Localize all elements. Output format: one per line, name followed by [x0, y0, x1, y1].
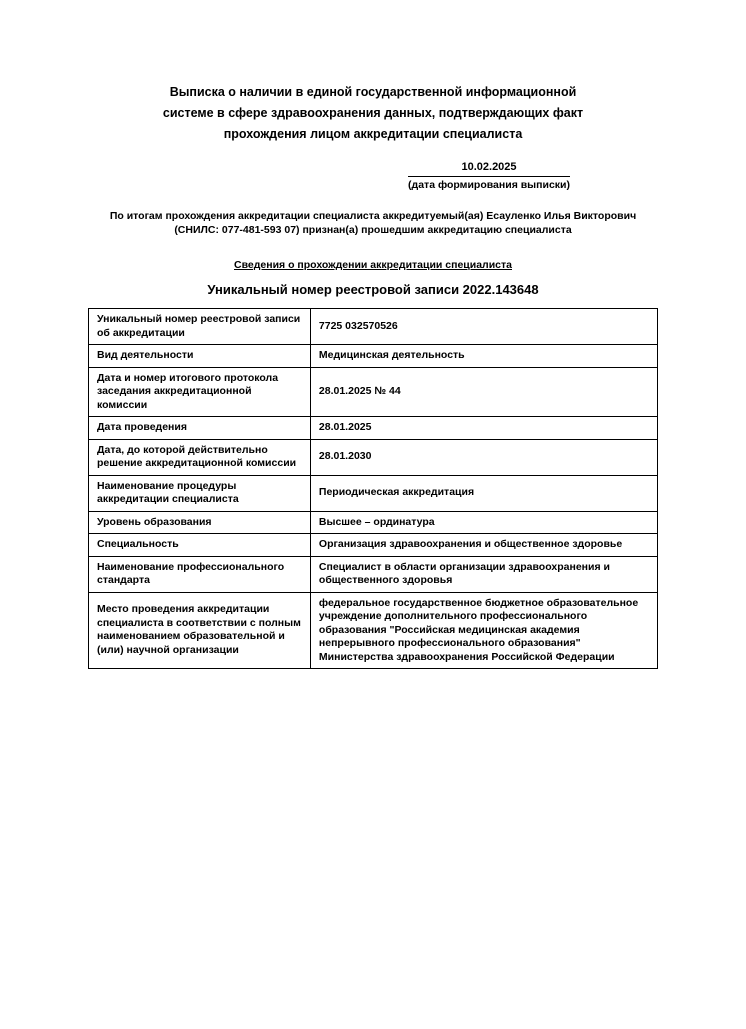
title-line-3: прохождения лицом аккредитации специалиста — [223, 127, 523, 141]
extract-date-block — [408, 160, 570, 192]
row-label: Вид деятельности — [89, 345, 311, 368]
row-value: федеральное государственное бюджетное образовательное учреждение дополнительного профессионального образования "Российская медицинская академия непрерывного профессионального образования" Министерства здравоохранения Российской Федерации — [310, 592, 657, 669]
table-row-accreditation-place — [89, 592, 658, 669]
title-line-2: системе в сфере здравоохранения данных, подтверждающих факт — [162, 106, 584, 120]
table-row-education-level — [89, 511, 658, 534]
row-value: Специалист в области организации здравоохранения и общественного здоровья — [310, 556, 657, 592]
row-label: Уникальный номер реестровой записи об аккредитации — [89, 309, 311, 345]
row-label: Дата проведения — [89, 417, 311, 440]
extract-date: 10.02.2025 — [408, 160, 570, 177]
extract-date-caption: (дата формирования выписки) — [408, 179, 570, 191]
row-value: 7725 032570526 — [310, 309, 657, 345]
registry-number-header: Уникальный номер реестровой записи 2022.143648 — [207, 282, 539, 297]
intro-paragraph: По итогам прохождения аккредитации специалиста аккредитуемый(ая) Есауленко Илья Викторович (СНИЛС: 077-481-593 07) признан(а) прошедшим аккредитацию специалиста — [109, 210, 637, 236]
row-label: Дата, до которой действительно решение аккредитационной комиссии — [89, 439, 311, 475]
row-value: Высшее – ординатура — [310, 511, 657, 534]
row-label: Уровень образования — [89, 511, 311, 534]
table-row-registry-number — [89, 309, 658, 345]
section-header: Сведения о прохождении аккредитации специалиста — [234, 259, 512, 271]
table-row-professional-standard — [89, 556, 658, 592]
table-row-date-held — [89, 417, 658, 440]
row-value: Медицинская деятельность — [310, 345, 657, 368]
row-value: Организация здравоохранения и общественное здоровье — [310, 534, 657, 557]
document-title — [88, 82, 658, 145]
row-label: Наименование профессионального стандарта — [89, 556, 311, 592]
table-row-specialty — [89, 534, 658, 557]
row-label: Место проведения аккредитации специалиста в соответствии с полным наименованием образовательной и (или) научной организации — [89, 592, 311, 669]
title-line-1: Выписка о наличии в единой государственной информационной — [169, 85, 577, 99]
row-label: Дата и номер итогового протокола заседания аккредитационной комиссии — [89, 367, 311, 417]
table-row-valid-until — [89, 439, 658, 475]
row-value: 28.01.2030 — [310, 439, 657, 475]
table-row-activity-type — [89, 345, 658, 368]
row-value: 28.01.2025 № 44 — [310, 367, 657, 417]
row-label: Специальность — [89, 534, 311, 557]
row-value: Периодическая аккредитация — [310, 475, 657, 511]
table-row-procedure-name — [89, 475, 658, 511]
table-body — [89, 309, 658, 669]
table-row-protocol — [89, 367, 658, 417]
accreditation-details-table — [88, 308, 658, 669]
row-value: 28.01.2025 — [310, 417, 657, 440]
row-label: Наименование процедуры аккредитации специалиста — [89, 475, 311, 511]
